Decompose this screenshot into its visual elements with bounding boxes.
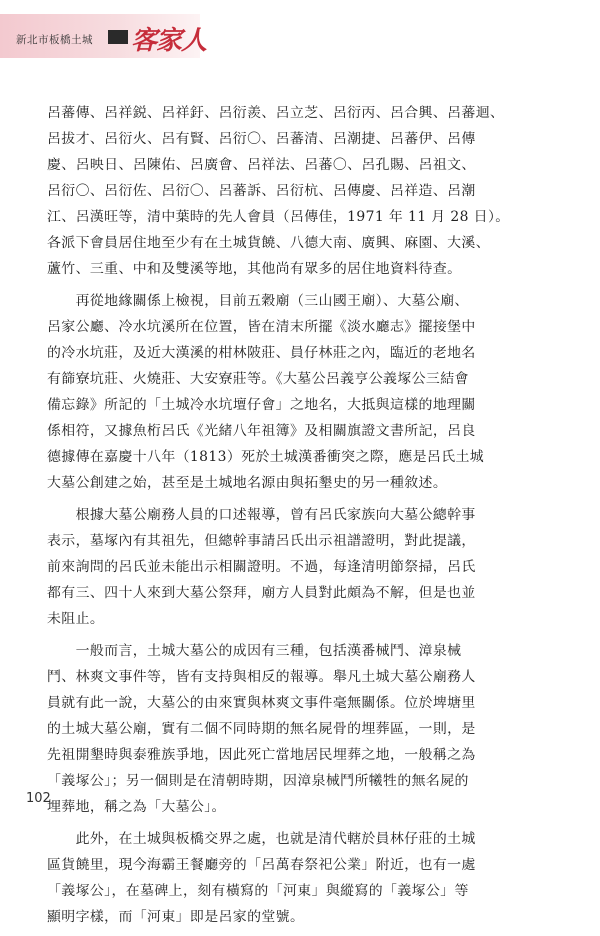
text-line: 表示，墓塚內有其祖先，但總幹事請呂氏出示祖譜證明，對此提議，	[47, 533, 476, 549]
text-line: 區貨饒里，現今海霸王餐廳旁的「呂萬春祭祀公業」附近，也有一處	[47, 857, 476, 873]
text-line: 前來詢問的呂氏並未能出示相關證明。不過，每逢清明節祭掃，呂氏	[47, 559, 476, 575]
body-text	[47, 100, 552, 936]
text-line: 德據傳在嘉慶十八年（1813）死於土城漢番衝突之際，應是呂氏土城	[47, 449, 485, 465]
text-line: 呂拔才、呂衍火、呂有賢、呂衍〇、呂蕃清、呂潮捷、呂蕃伊、呂傳	[47, 131, 476, 147]
text-line: 呂家公廳、冷水坑溪所在位置，皆在清末所擺《淡水廳志》擺接堡中	[47, 319, 476, 335]
text-line: 各派下會員居住地至少有在土城貨饒、八德大南、廣興、麻園、大溪、	[47, 235, 491, 251]
text-line: 一般而言，土城大墓公的成因有三種，包括漢番械鬥、漳泉械	[47, 643, 462, 659]
text-line: 呂蕃傳、呂祥鋭、呂祥釪、呂衍羨、呂立芝、呂衍丙、呂合興、呂蕃迴、	[47, 105, 505, 121]
paragraph	[47, 100, 552, 282]
text-line: 「義塚公」，在墓碑上，刻有橫寫的「河東」與縱寫的「義塚公」等	[47, 883, 469, 899]
text-line: 的冷水坑莊，及近大漢溪的柑林陂莊、員仔林莊之內，臨近的老地名	[47, 345, 476, 361]
text-line: 備忘錄》所記的「土城冷水坑壇仔會」之地名，大抵與這樣的地理關	[47, 397, 476, 413]
paragraph	[47, 502, 552, 632]
text-line: 的土城大墓公廟，實有二個不同時期的無名屍骨的埋葬區，一則，是	[47, 721, 476, 737]
text-line: 呂衍〇、呂衍佐、呂衍〇、呂蕃訴、呂衍杭、呂傳慶、呂祥造、呂潮	[47, 183, 476, 199]
text-line: 未阻止。	[47, 611, 105, 627]
header-dark-mark	[108, 30, 128, 44]
text-line: 有篩寮坑莊、火燒莊、大安寮莊等。《大墓公呂義亨公義塚公三結會	[47, 371, 469, 387]
text-line: 根據大墓公廟務人員的口述報導，曾有呂氏家族向大墓公總幹事	[47, 507, 476, 523]
header-series-tag: 新北市板橋土城	[16, 34, 93, 46]
text-line: 江、呂漢旺等，清中葉時的先人會員（呂傳佳，1971 年 11 月 28 日）。	[47, 209, 510, 225]
text-line: 係相符，又據魚桁呂氏《光緒八年祖簿》及相關旗證文書所記，呂良	[47, 423, 476, 439]
text-line: 先祖開墾時與泰雅族爭地，因此死亡當地居民埋葬之地，一般稱之為	[47, 747, 476, 763]
text-line: 鬥、林爽文事件等，皆有支持與相反的報導。舉凡土城大墓公廟務人	[47, 669, 476, 685]
page-header	[0, 0, 600, 90]
text-line: 顯明字樣，而「河東」即是呂家的堂號。	[47, 909, 305, 925]
text-line: 再從地緣關係上檢視，目前五穀廟（三山國王廟）、大墓公廟、	[47, 293, 469, 309]
paragraph	[47, 288, 552, 496]
page-number: 102	[26, 791, 51, 806]
text-line: 此外，在土城與板橋交界之處，也就是清代轄於員林仔莊的土城	[47, 831, 476, 847]
text-line: 「義塚公」；另一個則是在清朝時期，因漳泉械鬥所犧牲的無名屍的	[47, 773, 469, 789]
text-line: 員就有此一說，大墓公的由來實與林爽文事件毫無關係。位於埤塘里	[47, 695, 476, 711]
text-line: 大墓公創建之始，甚至是土城地名源由與拓墾史的另一種敘述。	[47, 475, 448, 491]
text-line: 蘆竹、三重、中和及雙溪等地，其他尚有眾多的居住地資料待查。	[47, 261, 462, 277]
text-line: 埋葬地，稱之為「大墓公」。	[47, 799, 226, 815]
header-logo-text: 客家人	[131, 26, 207, 56]
paragraph	[47, 826, 552, 930]
paragraph	[47, 638, 552, 820]
text-line: 都有三、四十人來到大墓公祭拜，廟方人員對此頗為不解，但是也並	[47, 585, 476, 601]
text-line: 慶、呂映日、呂陳佑、呂廣會、呂祥法、呂蕃〇、呂孔賜、呂祖文、	[47, 157, 476, 173]
